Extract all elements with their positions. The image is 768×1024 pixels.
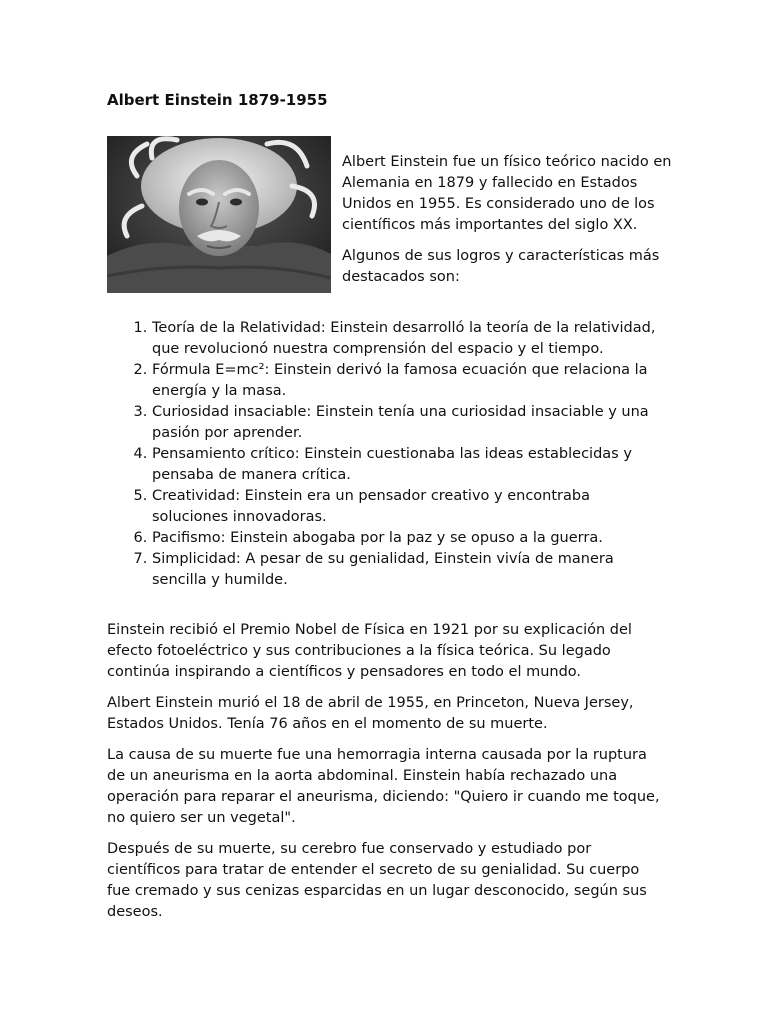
death-paragraph: Albert Einstein murió el 18 de abril de 1955, en Princeton, Nueva Jersey, Estados Unidos. Tenía 76 años en el momento de su muerte. (107, 695, 634, 732)
list-item: 6. Pacifismo: Einstein abogaba por la paz y se opuso a la guerra. (152, 528, 667, 549)
intro-section (342, 152, 672, 298)
list-item: 2. Fórmula E=mc²: Einstein derivó la famosa ecuación que relaciona la energía y la masa. (152, 360, 667, 402)
achievements-list (107, 318, 667, 591)
portrait-illustration (107, 136, 331, 293)
list-item: 1. Teoría de la Relatividad: Einstein desarrolló la teoría de la relatividad, que revolucionó nuestra comprensión del espacio y el tiempo. (152, 318, 667, 360)
list-item: 3. Curiosidad insaciable: Einstein tenía una curiosidad insaciable y una pasión por aprender. (152, 402, 667, 444)
achievements-lead-paragraph: Algunos de sus logros y características más destacados son: (342, 248, 660, 285)
nobel-paragraph: Einstein recibió el Premio Nobel de Física en 1921 por su explicación del efecto fotoeléctrico y sus contribuciones a la física teórica. Su legado continúa inspirando a científicos y pensadores en todo el mundo. (107, 622, 632, 680)
cause-of-death-paragraph: La causa de su muerte fue una hemorragia interna causada por la ruptura de un aneurisma en la aorta abdominal. Einstein había rechazado una operación para reparar el aneurisma, diciendo: "Quiero ir cuando me toque, no quiero ser un vegetal". (107, 747, 660, 826)
list-item: 7. Simplicidad: A pesar de su genialidad, Einstein vivía de manera sencilla y humilde. (152, 549, 667, 591)
list-item: 5. Creatividad: Einstein era un pensador creativo y encontraba soluciones innovadoras. (152, 486, 667, 528)
legacy-paragraph: Después de su muerte, su cerebro fue conservado y estudiado por científicos para tratar de entender el secreto de su genialidad. Su cuerpo fue cremado y sus cenizas esparcidas en un lugar desconocido, según sus deseos. (107, 841, 647, 920)
body-section (107, 620, 667, 933)
intro-paragraph: Albert Einstein fue un físico teórico nacido en Alemania en 1879 y fallecido en Estados Unidos en 1955. Es considerado uno de los científicos más importantes del siglo XX. (342, 154, 672, 233)
list-item: 4. Pensamiento crítico: Einstein cuestionaba las ideas establecidas y pensaba de manera crítica. (152, 444, 667, 486)
page-title: Albert Einstein 1879-1955 (107, 91, 328, 109)
einstein-portrait-photo (107, 136, 331, 293)
